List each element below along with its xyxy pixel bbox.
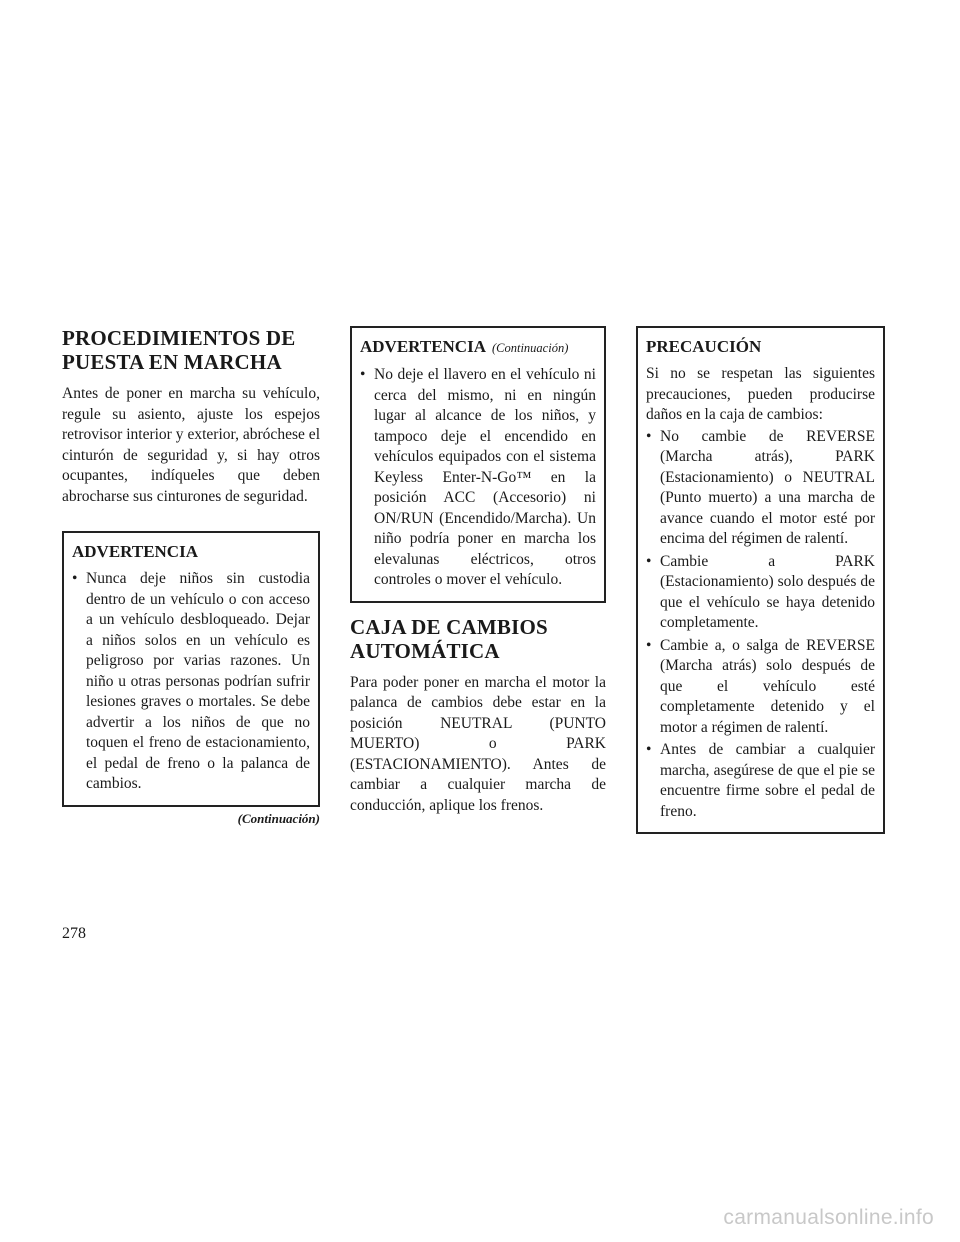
- list-item: [646, 427, 875, 550]
- section-heading-automatic-transmission: [350, 615, 606, 663]
- column-right: [636, 326, 885, 834]
- warning-title-suffix: (Continuación): [491, 341, 569, 355]
- caution-title: PRECAUCIÓN: [646, 337, 762, 356]
- page-number: 278: [62, 925, 86, 942]
- bullet-icon: •: [646, 741, 652, 758]
- list-item: [646, 740, 875, 822]
- list-item-text: Cambie a PARK (Estacionamiento) solo después de que el vehículo se haya detenido completamente.: [660, 552, 875, 631]
- list-item: [646, 552, 875, 634]
- bullet-icon: •: [646, 636, 652, 654]
- caution-list: [646, 427, 875, 823]
- heading-line-2: PUESTA EN MARCHA: [62, 350, 282, 374]
- heading-line-1: CAJA DE CAMBIOS: [350, 614, 548, 639]
- caution-box: [636, 326, 885, 834]
- warning-title: [360, 336, 596, 359]
- warning-list: [360, 365, 596, 591]
- list-item-text: Cambie a, o salga de REVERSE (Marcha atrás) solo después de que el vehículo esté completamente detenido y el motor a régimen de ralentí.: [660, 636, 875, 736]
- list-item-text: Antes de cambiar a cualquier marcha, asegúrese de que el pie se encuentre firme sobre el pedal de freno.: [660, 741, 875, 820]
- warning-title: ADVERTENCIA: [72, 542, 198, 561]
- section-heading-starting-procedures: [62, 326, 320, 374]
- bullet-icon: •: [646, 552, 652, 570]
- continued-label: (Continuación): [237, 810, 320, 826]
- bullet-icon: •: [646, 427, 652, 445]
- list-item-text: No cambie de REVERSE (Marcha atrás), PARK (Estacionamiento) o NEUTRAL (Punto muerto) a una marcha de avance cuando el motor esté por encima del régimen de ralentí.: [660, 427, 875, 547]
- bullet-icon: •: [360, 366, 366, 383]
- warning-box: [62, 531, 320, 807]
- column-left: [62, 326, 320, 827]
- warning-list: [72, 569, 310, 795]
- bullet-icon: •: [72, 570, 78, 587]
- watermark: carmanualsonline.info: [723, 1206, 934, 1229]
- column-middle: [350, 326, 606, 816]
- transmission-paragraph: Para poder poner en marcha el motor la palanca de cambios debe estar en la posición NEUTRAL (PUNTO MUERTO) o PARK (ESTACIONAMIENTO). Antes de cambiar a cualquier marcha de conducción, aplique los frenos.: [350, 673, 606, 814]
- heading-line-2: AUTOMÁTICA: [350, 638, 500, 663]
- warning-title-text: ADVERTENCIA: [360, 337, 486, 356]
- warning-box-continued: [350, 326, 606, 603]
- intro-paragraph: Antes de poner en marcha su vehículo, regule su asiento, ajuste los espejos retrovisor interior y exterior, abróchese el cinturón de seguridad y, si hay otros ocupantes, indíqueles que deben abrocharse sus cinturones de seguridad.: [62, 385, 320, 505]
- heading-line-1: PROCEDIMIENTOS DE: [62, 326, 296, 350]
- caution-intro: Si no se respetan las siguientes precauciones, pueden producirse daños en la caja de cambios:: [646, 365, 875, 423]
- list-item: [646, 636, 875, 739]
- list-item-text: Nunca deje niños sin custodia dentro de un vehículo o con acceso a un vehículo desbloqueado. Dejar a niños solos en un vehículo es peligroso por varias razones. Un niño u otras personas podrían sufrir lesiones graves o mortales. Se debe advertir a los niños de que no toquen el freno de estacionamiento, el pedal de freno o la palanca de cambios.: [86, 570, 310, 792]
- list-item-text: No deje el llavero en el vehículo ni cerca del mismo, ni en ningún lugar al alcance de los niños, y tampoco deje el encendido en vehículos equipados con el sistema Keyless Enter-N-Go™ en la posición ACC (Accesorio) ni ON/RUN (Encendido/Marcha). Un niño podría poner en marcha los elevalunas eléctricos, otros controles o mover el vehículo.: [374, 366, 596, 588]
- list-item: [360, 365, 596, 591]
- list-item: [72, 569, 310, 795]
